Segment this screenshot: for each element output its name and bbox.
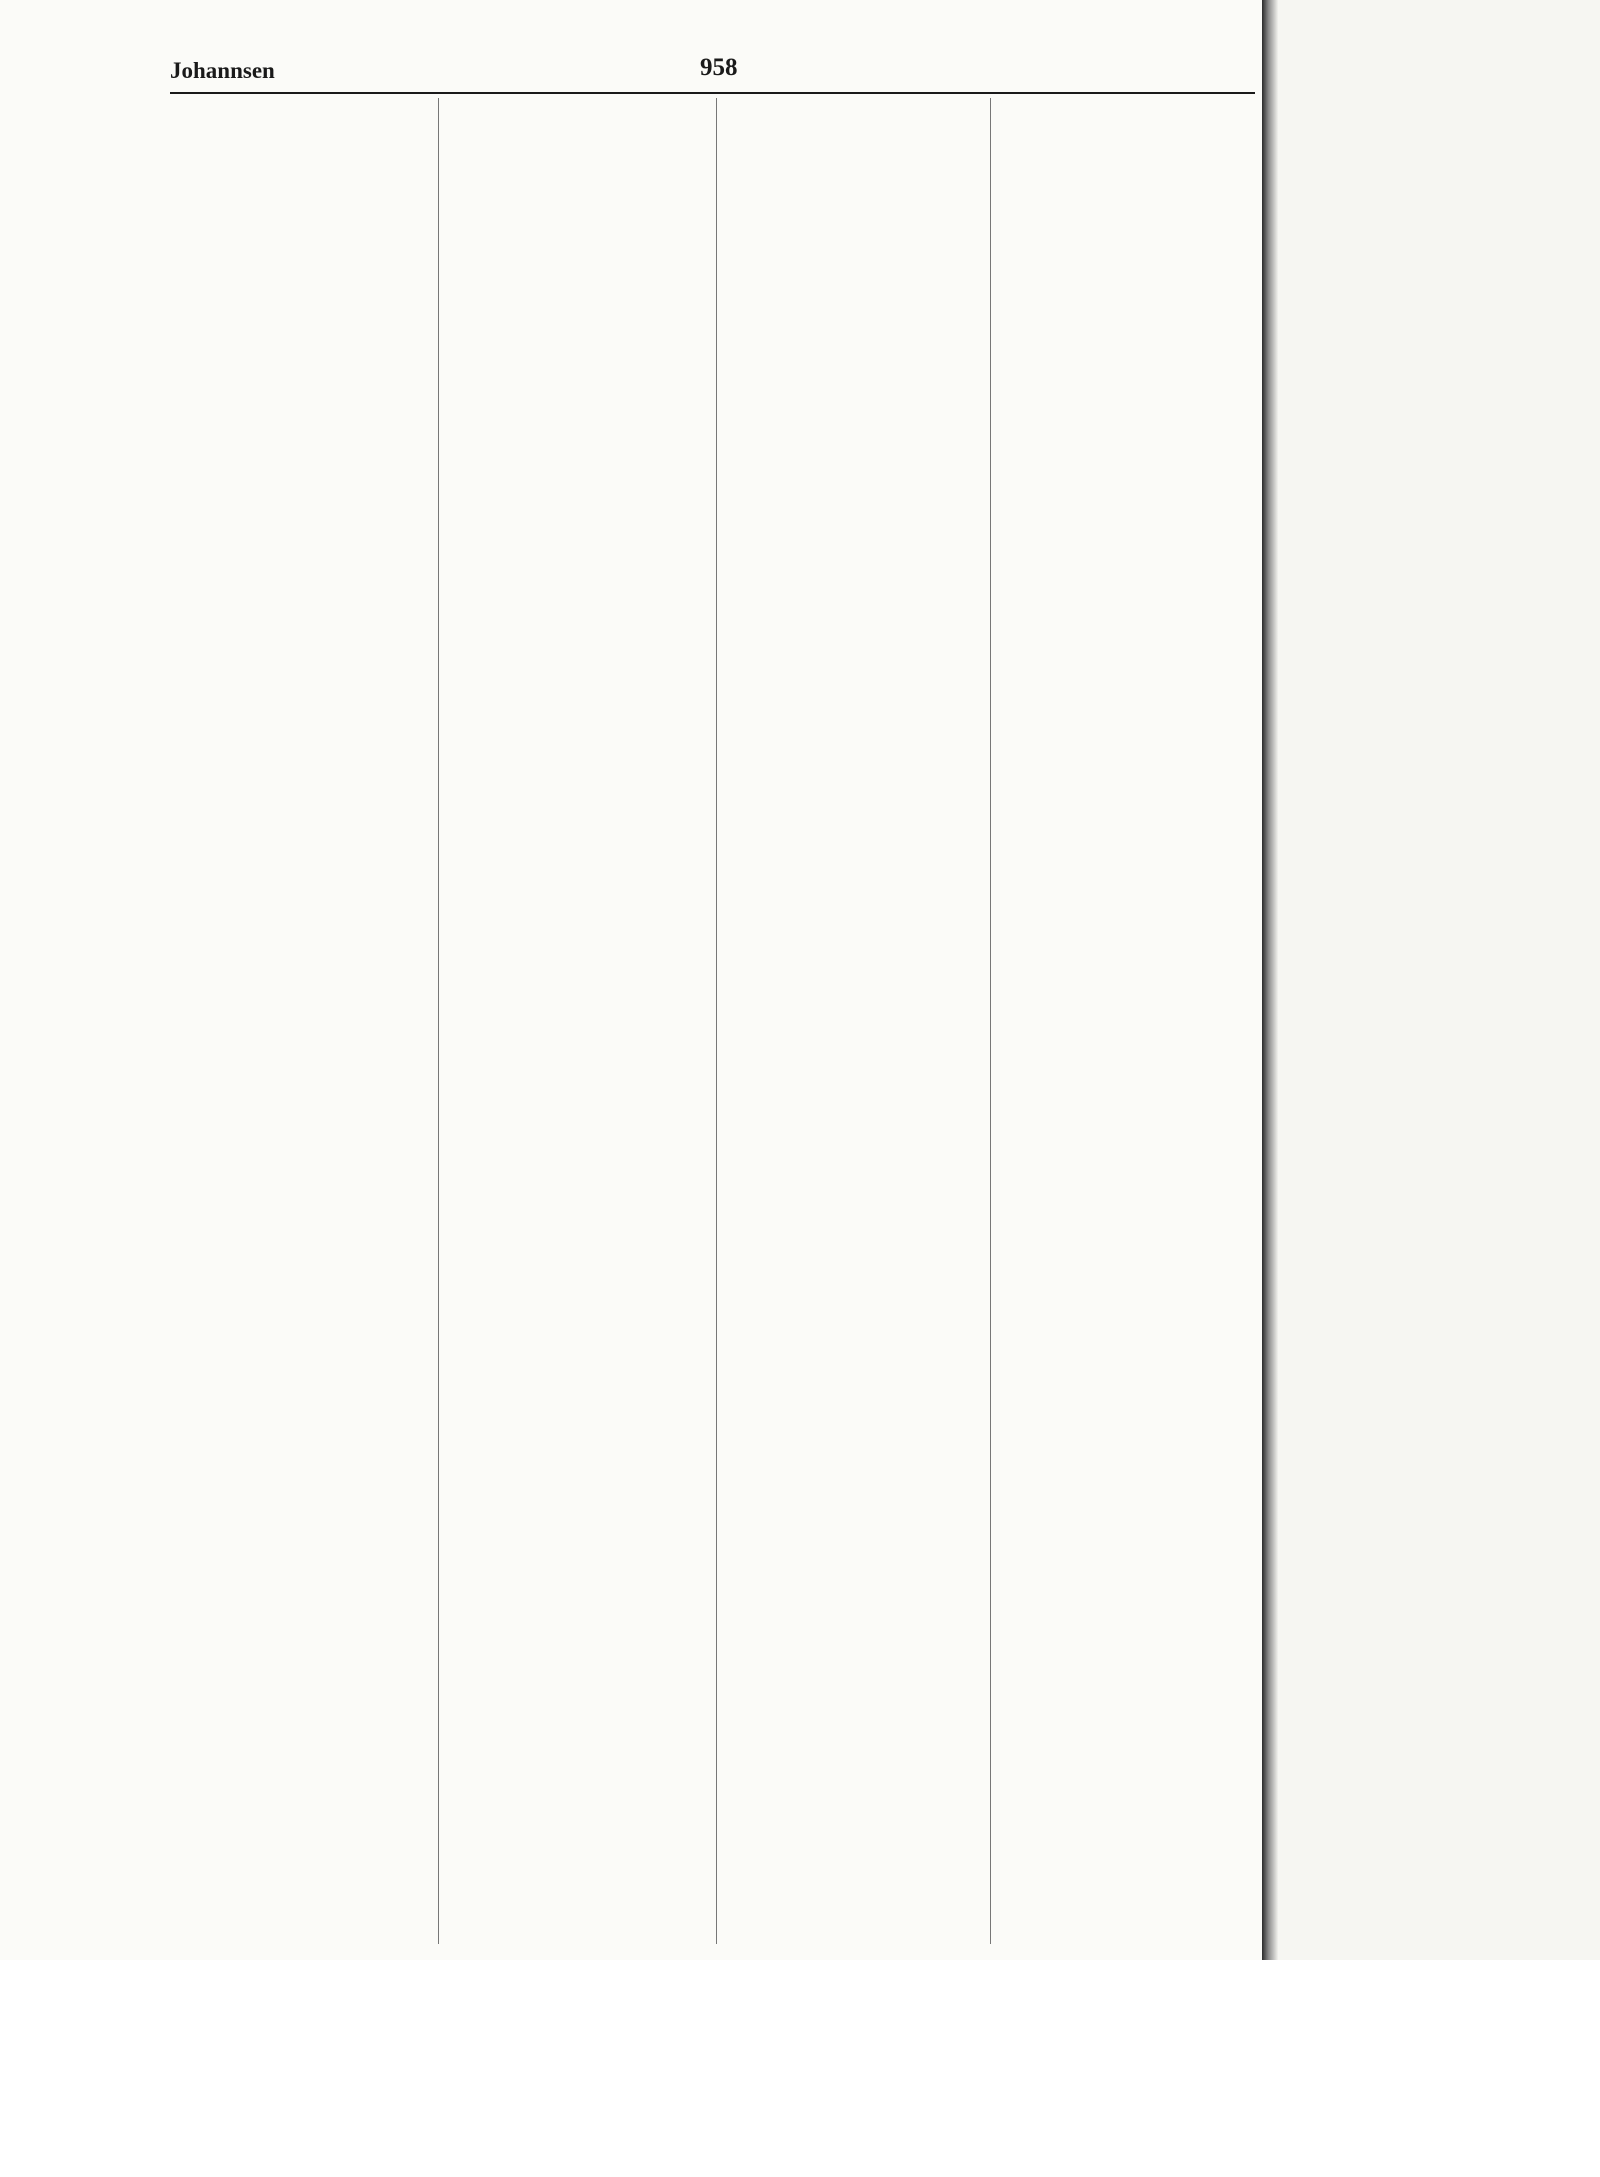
scan-margin: [0, 1960, 1600, 2177]
page-header: [170, 52, 1255, 94]
page-number: 958: [700, 54, 738, 81]
book-gutter: [1262, 0, 1278, 1960]
directory-column-3: [718, 98, 991, 1944]
facing-page: [1278, 0, 1600, 1960]
directory-column-2: [440, 98, 717, 1944]
directory-column-1: [170, 98, 439, 1944]
directory-column-4: [992, 98, 1254, 1944]
running-head-surname: Johannsen: [170, 58, 275, 83]
